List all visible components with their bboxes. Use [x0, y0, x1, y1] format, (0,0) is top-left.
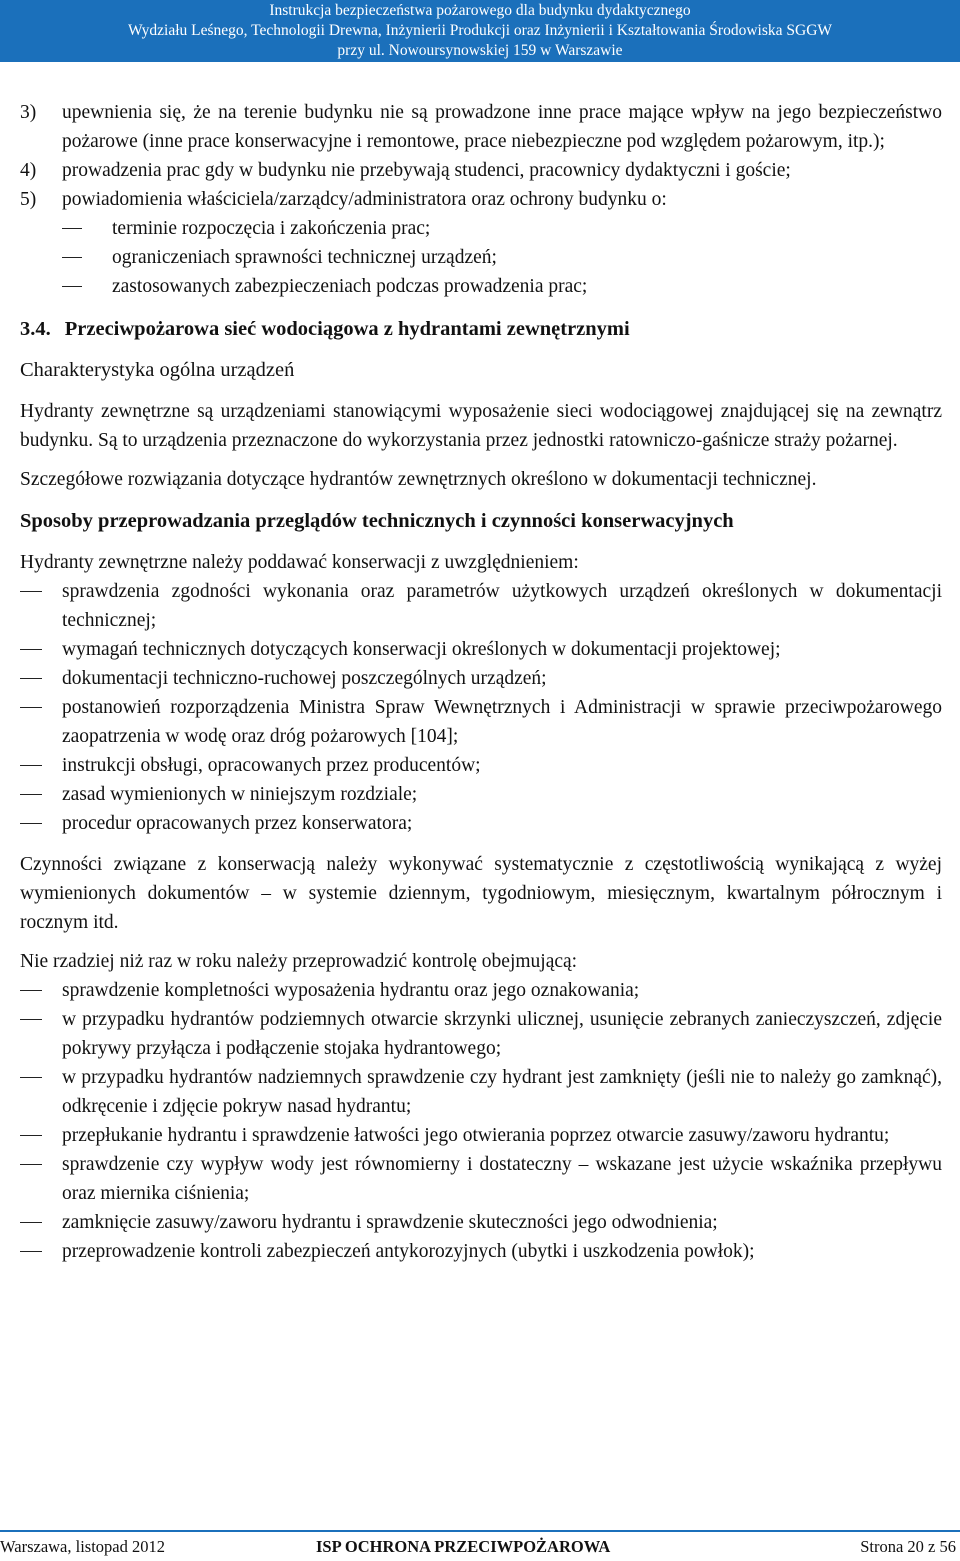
- list-item: procedur opracowanych przez konserwatora;: [20, 809, 942, 838]
- list-item: terminie rozpoczęcia i zakończenia prac;: [62, 214, 942, 243]
- header-line-2: Wydziału Leśnego, Technologii Drewna, Inżynierii Produkcji oraz Inżynierii i Kształtowania Środowiska SGGW: [127, 22, 833, 39]
- list-item: w przypadku hydrantów nadziemnych sprawdzenie czy hydrant jest zamknięty (jeśli nie to należy go zamknąć), odkręcenie i zdjęcie pokryw nasad hydrantu;: [20, 1063, 942, 1121]
- list-item: zastosowanych zabezpieczeniach podczas prowadzenia prac;: [62, 272, 942, 301]
- list-item: zasad wymienionych w niniejszym rozdziale;: [20, 780, 942, 809]
- check-list: [20, 976, 942, 1266]
- list-item: zamknięcie zasuwy/zaworu hydrantu i sprawdzenie skuteczności jego odwodnienia;: [20, 1208, 942, 1237]
- list-item: ograniczeniach sprawności technicznej urządzeń;: [62, 243, 942, 272]
- item-number: 5): [20, 189, 37, 210]
- item-text: powiadomienia właściciela/zarządcy/administratora oraz ochrony budynku o:: [62, 189, 667, 210]
- item-text: upewnienia się, że na terenie budynku nie są prowadzone inne prace mające wpływ na jego bezpieczeństwo pożarowe (inne prace konserwacyjne i remontowe, prace niebezpieczne pod względem pożarowym, itp.);: [62, 102, 942, 152]
- numbered-item: [20, 185, 942, 214]
- subheading-methods: Sposoby przeprowadzania przeglądów technicznych i czynności konserwacyjnych: [20, 510, 734, 532]
- paragraph: Czynności związane z konserwacją należy wykonywać systematycznie z częstotliwością wynikającą z wyżej wymienionych dokumentów – w systemie dziennym, tygodniowym, miesięcznym, kwartalnym półrocznym i rocznym itd.: [20, 854, 942, 933]
- item-number: 3): [20, 102, 37, 123]
- page-header: [0, 0, 960, 62]
- list-item: sprawdzenie czy wypływ wody jest równomierny i dostateczny – wskazane jest użycie wskaźnika przepływu oraz miernika ciśnienia;: [20, 1150, 942, 1208]
- list-item: postanowień rozporządzenia Ministra Spraw Wewnętrznych i Administracji w sprawie przeciwpożarowego zaopatrzenia w wodę oraz dróg pożarowych [104];: [20, 693, 942, 751]
- list-item: wymagań technicznych dotyczących konserwacji określonych w dokumentacji projektowej;: [20, 635, 942, 664]
- footer-title: ISP OCHRONA PRZECIWPOŻAROWA: [316, 1537, 611, 1556]
- numbered-item: [20, 98, 942, 156]
- paragraph: Szczegółowe rozwiązania dotyczące hydrantów zewnętrznych określono w dokumentacji technicznej.: [20, 469, 817, 490]
- section-title-text: Przeciwpożarowa sieć wodociągowa z hydrantami zewnętrznymi: [64, 318, 630, 340]
- page-number: Strona 20 z 56: [860, 1537, 956, 1556]
- numbered-list: [20, 98, 942, 214]
- item-text: prowadzenia prac gdy w budynku nie przebywają studenci, pracownicy dydaktyczni i goście;: [62, 160, 791, 181]
- list-item: przeprowadzenie kontroli zabezpieczeń antykorozyjnych (ubytki i uszkodzenia powłok);: [20, 1237, 942, 1266]
- list-item: sprawdzenie kompletności wyposażenia hydrantu oraz jego oznakowania;: [20, 976, 942, 1005]
- list-item: instrukcji obsługi, opracowanych przez producentów;: [20, 751, 942, 780]
- section-number: 3.4.: [20, 318, 51, 340]
- section-title: [20, 315, 942, 344]
- item-number: 4): [20, 160, 37, 181]
- page-footer: [0, 1530, 960, 1561]
- list-item: sprawdzenia zgodności wykonania oraz parametrów użytkowych urządzeń określonych w dokumentacji technicznej;: [20, 577, 942, 635]
- list-item: przepłukanie hydrantu i sprawdzenie łatwości jego otwierania poprzez otwarcie zasuwy/zaworu hydrantu;: [20, 1121, 942, 1150]
- header-line-1: Instrukcja bezpieczeństwa pożarowego dla budynku dydaktycznego: [269, 2, 691, 19]
- footer-date: Warszawa, listopad 2012: [0, 1537, 165, 1556]
- numbered-item: [20, 156, 942, 185]
- paragraph: Hydranty zewnętrzne należy poddawać konserwacji z uwzględnieniem:: [20, 552, 579, 573]
- list-item: w przypadku hydrantów podziemnych otwarcie skrzynki ulicznej, usunięcie zebranych zanieczyszczeń, zdjęcie pokrywy przyłącza i podłączenie stojaka hydrantowego;: [20, 1005, 942, 1063]
- paragraph: Hydranty zewnętrzne są urządzeniami stanowiącymi wyposażenie sieci wodociągowej znajdującej się na zewnątrz budynku. Są to urządzenia przeznaczone do wykorzystania przez jednostki ratowniczo-gaśnicze straży pożarnej.: [20, 401, 942, 451]
- maintenance-list: [20, 577, 942, 838]
- paragraph: Nie rzadziej niż raz w roku należy przeprowadzić kontrolę obejmującą:: [20, 951, 578, 972]
- header-line-3: przy ul. Nowoursynowskiej 159 w Warszawie: [337, 42, 623, 59]
- subheading-general: Charakterystyka ogólna urządzeń: [20, 359, 295, 381]
- document-body: [20, 98, 942, 1266]
- list-item: dokumentacji techniczno-ruchowej poszczególnych urządzeń;: [20, 664, 942, 693]
- notify-list: [62, 214, 942, 301]
